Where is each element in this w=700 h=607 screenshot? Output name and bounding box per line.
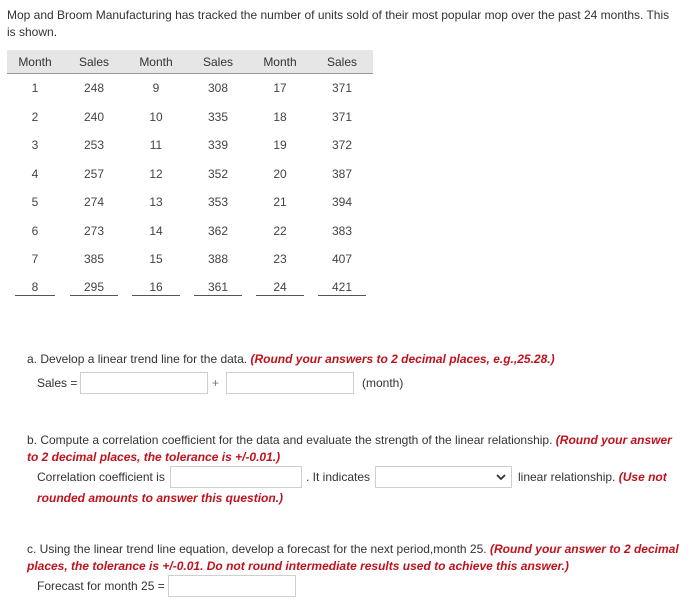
cell-text: 20 bbox=[273, 166, 287, 181]
sales-cell bbox=[187, 274, 249, 303]
sales-cell bbox=[311, 131, 373, 160]
month-cell bbox=[7, 274, 63, 303]
intercept-input[interactable] bbox=[80, 372, 208, 394]
forecast-input[interactable] bbox=[168, 575, 296, 597]
cell-text: 335 bbox=[207, 109, 229, 124]
month-cell bbox=[249, 217, 311, 246]
cell-text: 14 bbox=[149, 223, 163, 238]
table-header-row bbox=[7, 50, 373, 74]
strength-select[interactable] bbox=[375, 466, 512, 488]
month-cell bbox=[125, 160, 187, 189]
cell-text: 371 bbox=[331, 109, 353, 124]
table-row bbox=[7, 131, 373, 160]
month-cell bbox=[249, 131, 311, 160]
cell-text: 3 bbox=[31, 138, 39, 153]
cell-text: 18 bbox=[273, 109, 287, 124]
header-sales-1: Sales bbox=[63, 50, 125, 74]
cell-text: 16 bbox=[132, 279, 180, 296]
cell-text: 5 bbox=[31, 195, 39, 210]
sales-cell bbox=[187, 217, 249, 246]
cell-text: 15 bbox=[149, 252, 163, 267]
correlation-input[interactable] bbox=[170, 466, 302, 488]
forecast-label: Forecast for month 25 = bbox=[37, 579, 165, 593]
cell-text: 308 bbox=[207, 81, 229, 96]
cell-text: 10 bbox=[149, 109, 163, 124]
month-cell bbox=[249, 103, 311, 132]
month-cell bbox=[7, 188, 63, 217]
month-cell bbox=[125, 217, 187, 246]
sales-cell bbox=[63, 74, 125, 103]
table-row bbox=[7, 160, 373, 189]
month-cell bbox=[7, 160, 63, 189]
cell-text: 21 bbox=[273, 195, 287, 210]
correlation-label: Correlation coefficient is bbox=[37, 470, 165, 484]
sales-equation-label: Sales = bbox=[37, 376, 78, 390]
month-cell bbox=[249, 188, 311, 217]
month-cell bbox=[7, 74, 63, 103]
sales-cell bbox=[187, 160, 249, 189]
table-row bbox=[7, 103, 373, 132]
month-cell bbox=[249, 160, 311, 189]
sales-cell bbox=[63, 131, 125, 160]
sales-cell bbox=[63, 103, 125, 132]
month-cell bbox=[7, 217, 63, 246]
sales-table bbox=[7, 50, 373, 302]
cell-text: 372 bbox=[331, 138, 353, 153]
header-month-2: Month bbox=[125, 50, 187, 74]
month-cell bbox=[125, 103, 187, 132]
cell-text: 8 bbox=[15, 279, 55, 296]
cell-text: 1 bbox=[31, 81, 39, 96]
cell-text: 421 bbox=[318, 279, 366, 296]
sales-cell bbox=[63, 274, 125, 303]
cell-text: 407 bbox=[331, 252, 353, 267]
cell-text: 383 bbox=[331, 223, 353, 238]
table-row bbox=[7, 217, 373, 246]
month-cell bbox=[249, 74, 311, 103]
rounded-note: rounded amounts to answer this question.) bbox=[37, 491, 284, 505]
cell-text: 248 bbox=[83, 81, 105, 96]
sales-cell bbox=[311, 217, 373, 246]
sales-cell bbox=[187, 131, 249, 160]
cell-text: 23 bbox=[273, 252, 287, 267]
month-cell bbox=[125, 274, 187, 303]
cell-text: 339 bbox=[207, 138, 229, 153]
header-sales-3: Sales bbox=[311, 50, 373, 74]
part-c-question: c. Using the linear trend line equation, develop a forecast for the next period,month 25. (Round your answer to 2 decimal places, the tolerance is +/-0.01. Do not round intermediate results used to achieve this answer.) bbox=[27, 542, 679, 573]
cell-text: 385 bbox=[83, 252, 105, 267]
cell-text: 24 bbox=[256, 279, 304, 296]
header-sales-2: Sales bbox=[187, 50, 249, 74]
cell-text: 240 bbox=[83, 109, 105, 124]
month-cell bbox=[125, 188, 187, 217]
cell-text: 2 bbox=[31, 109, 39, 124]
table-row bbox=[7, 274, 373, 303]
sales-cell bbox=[311, 160, 373, 189]
cell-text: 22 bbox=[273, 223, 287, 238]
cell-text: 352 bbox=[207, 166, 229, 181]
sales-cell bbox=[311, 74, 373, 103]
cell-text: 12 bbox=[149, 166, 163, 181]
month-cell bbox=[125, 245, 187, 274]
problem-intro: Mop and Broom Manufacturing has tracked the number of units sold of their most popular mop over the past 24 months. This is shown. bbox=[7, 8, 670, 39]
cell-text: 274 bbox=[83, 195, 105, 210]
header-month-1: Month bbox=[7, 50, 63, 74]
month-cell bbox=[125, 74, 187, 103]
cell-text: 7 bbox=[31, 252, 39, 267]
cell-text: 13 bbox=[149, 195, 163, 210]
plus-sign: + bbox=[212, 376, 220, 390]
cell-text: 353 bbox=[207, 195, 229, 210]
sales-cell bbox=[311, 103, 373, 132]
cell-text: 9 bbox=[152, 81, 160, 96]
month-cell bbox=[7, 131, 63, 160]
cell-text: 19 bbox=[273, 138, 287, 153]
table-row bbox=[7, 188, 373, 217]
cell-text: 6 bbox=[31, 223, 39, 238]
cell-text: 17 bbox=[273, 81, 287, 96]
part-b-question: b. Compute a correlation coefficient for the data and evaluate the strength of the linear relationship. (Round your answer to 2 decimal places, the tolerance is +/-0.01.) bbox=[27, 433, 672, 464]
month-cell bbox=[7, 103, 63, 132]
month-cell bbox=[249, 274, 311, 303]
linear-relationship-text: linear relationship. (Use not bbox=[518, 470, 667, 484]
sales-cell bbox=[187, 103, 249, 132]
cell-text: 4 bbox=[31, 166, 39, 181]
table-row bbox=[7, 245, 373, 274]
month-cell bbox=[249, 245, 311, 274]
header-month-3: Month bbox=[249, 50, 311, 74]
sales-cell bbox=[63, 160, 125, 189]
chevron-down-icon bbox=[496, 471, 506, 483]
cell-text: 273 bbox=[83, 223, 105, 238]
cell-text: 257 bbox=[83, 166, 105, 181]
sales-cell bbox=[187, 188, 249, 217]
month-cell bbox=[7, 245, 63, 274]
slope-input[interactable] bbox=[226, 372, 354, 394]
cell-text: 362 bbox=[207, 223, 229, 238]
table-row bbox=[7, 74, 373, 103]
sales-cell bbox=[311, 245, 373, 274]
indicates-label: . It indicates bbox=[306, 470, 371, 484]
cell-text: 361 bbox=[194, 279, 242, 296]
sales-cell bbox=[187, 245, 249, 274]
sales-cell bbox=[63, 245, 125, 274]
sales-cell bbox=[63, 188, 125, 217]
cell-text: 387 bbox=[331, 166, 353, 181]
cell-text: 253 bbox=[83, 138, 105, 153]
part-a-question: a. Develop a linear trend line for the data. (Round your answers to 2 decimal places, e.g.,25.28.) bbox=[27, 352, 555, 366]
cell-text: 295 bbox=[70, 279, 118, 296]
sales-cell bbox=[63, 217, 125, 246]
month-label: (month) bbox=[362, 376, 404, 390]
cell-text: 371 bbox=[331, 81, 353, 96]
month-cell bbox=[125, 131, 187, 160]
sales-cell bbox=[187, 74, 249, 103]
cell-text: 394 bbox=[331, 195, 353, 210]
cell-text: 11 bbox=[149, 138, 163, 153]
cell-text: 388 bbox=[207, 252, 229, 267]
sales-cell bbox=[311, 188, 373, 217]
sales-cell bbox=[311, 274, 373, 303]
